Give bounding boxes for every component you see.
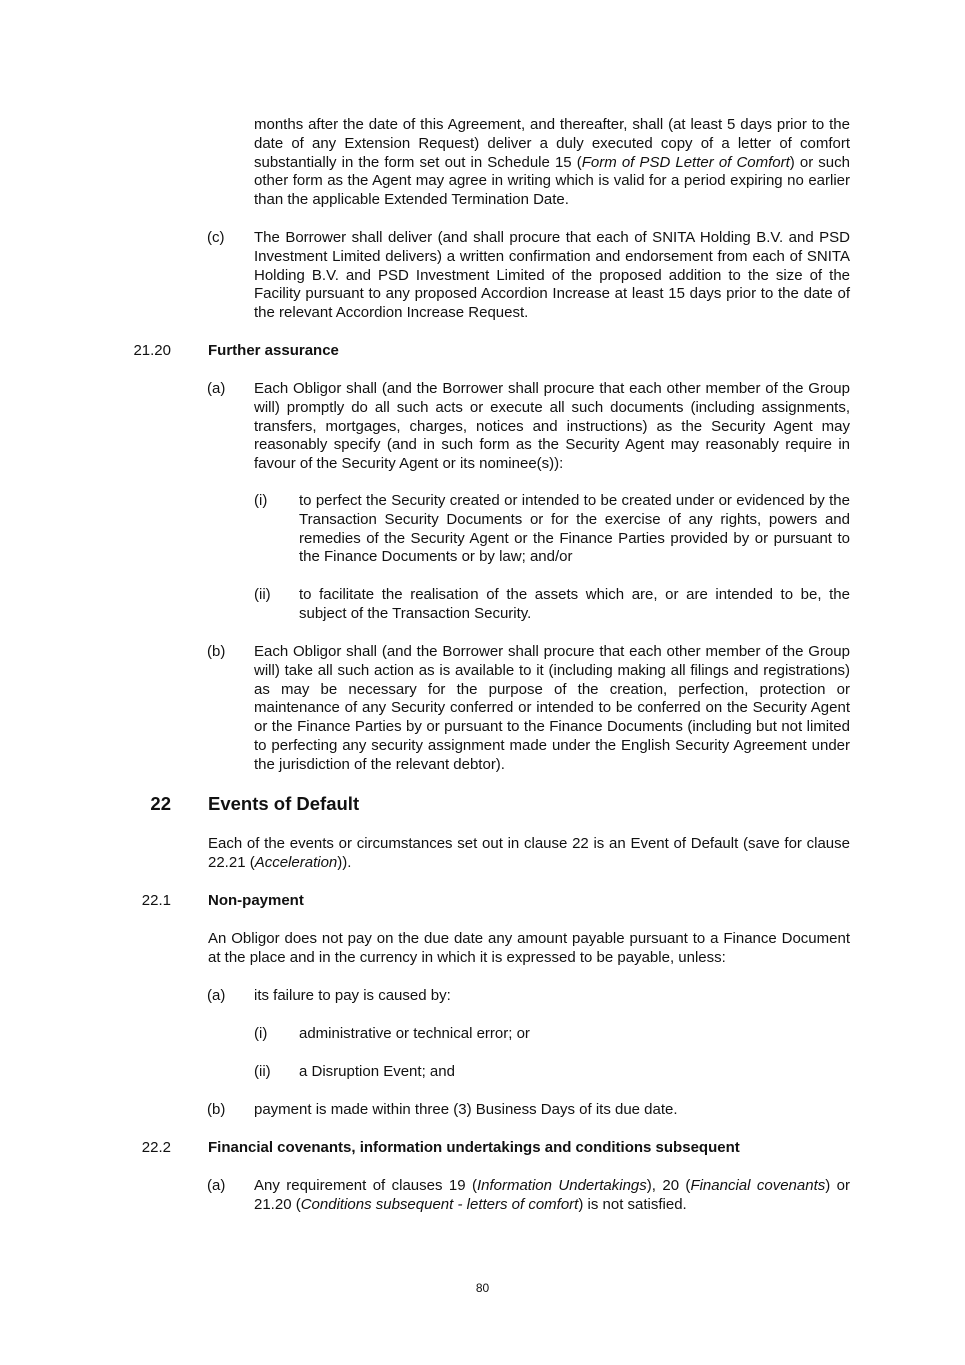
item-label: (b) — [207, 1101, 226, 1118]
item-label: (b) — [207, 643, 226, 660]
text-run: Any requirement of clauses 19 ( — [254, 1177, 477, 1194]
italic-reference: Acceleration — [254, 853, 338, 871]
covenants-a — [254, 1177, 850, 1215]
continuation-paragraph — [254, 116, 850, 210]
page-number: 80 — [475, 1281, 490, 1295]
text-run: Each of the events or circumstances set out in clause 22 is an Event of Default (save for clause 22.21 ( — [208, 835, 850, 871]
italic-reference: Form of PSD Letter of Comfort — [581, 153, 790, 171]
non-payment-a: its failure to pay is caused by: — [254, 987, 451, 1004]
section-intro — [208, 835, 850, 873]
item-label: (c) — [207, 229, 225, 246]
italic-reference: Financial covenants — [690, 1177, 826, 1194]
italic-reference: Conditions subsequent - letters of comfort — [300, 1195, 579, 1213]
clause-heading: Non-payment — [208, 892, 304, 909]
text-run: ) or such other form as the Agent may agree in writing which is valid for a period expiring no earlier than the applicable Extended Termination Date. — [254, 153, 850, 209]
text-run: ) is not satisfied. — [578, 1195, 687, 1213]
clause-number: 22.1 — [141, 892, 171, 909]
further-assurance-a-ii: to facilitate the realisation of the assets which are, or are intended to be, the subject of the Transaction Security. — [299, 586, 850, 622]
non-payment-i: administrative or technical error; or — [299, 1025, 530, 1042]
non-payment-ii: a Disruption Event; and — [299, 1063, 455, 1080]
section-title: Events of Default — [208, 793, 360, 814]
item-label: (a) — [207, 987, 226, 1004]
item-label: (a) — [207, 1177, 226, 1194]
clause-heading: Further assurance — [208, 342, 339, 359]
section-number: 22 — [150, 793, 171, 814]
item-label: (a) — [207, 380, 226, 397]
text-run: months after the date of this Agreement, and thereafter, shall (at least 5 days prior to the date of any Extension Request) deliver a duly executed copy of a letter of comfort substantially in the form set out in Schedule 15 ( — [254, 116, 850, 171]
text-run: ), 20 ( — [646, 1177, 691, 1194]
clause-number: 21.20 — [133, 342, 171, 359]
subitem-label: (ii) — [254, 586, 271, 603]
subitem-label: (ii) — [254, 1063, 271, 1080]
non-payment-b: payment is made within three (3) Business Days of its due date. — [254, 1101, 678, 1118]
subitem-label: (i) — [254, 492, 268, 509]
text-run: ) or 21.20 ( — [254, 1177, 850, 1213]
further-assurance-b: Each Obligor shall (and the Borrower shall procure that each other member of the Group will) take all such action as is available to it (including making all filings and registrations) as may be necessary for the purpose of the creation, perfection, protection or maintenance of any Security conferred or intended to be conferred on the Security Agent or the Finance Parties by or pursuant to the Finance Documents (including but not limited to perfecting any security assignment made under the English Security Agreement under the jurisdiction of the relevant debtor). — [254, 643, 850, 773]
subitem-label: (i) — [254, 1025, 268, 1042]
further-assurance-a-i: to perfect the Security created or intended to be created under or evidenced by the Transaction Security Documents or for the exercise of any rights, powers and remedies of the Security Agent or the Finance Parties provided by or pursuant to the Finance Documents or by law; and/or — [299, 492, 850, 566]
further-assurance-a: Each Obligor shall (and the Borrower shall procure that each other member of the Group will) promptly do all such acts or execute all such documents (including assignments, transfers, mortgages, charges, notices and instructions) as the Security Agent may reasonably specify (and in such form as the Security Agent may reasonably require in favour of the Security Agent or its nominee(s)): — [254, 380, 850, 473]
italic-reference: Information Undertakings — [476, 1177, 647, 1194]
text-run: )). — [337, 853, 352, 871]
non-payment-intro: An Obligor does not pay on the due date any amount payable pursuant to a Finance Document at the place and in the currency in which it is expressed to be payable, unless: — [208, 930, 850, 966]
clause-number: 22.2 — [141, 1139, 171, 1156]
item-c-paragraph: The Borrower shall deliver (and shall procure that each of SNITA Holding B.V. and PSD Investment Limited delivers) a written confirmation and endorsement from each of SNITA Holding B.V. and PSD Investment Limited of the proposed addition to the size of the Facility pursuant to any proposed Accordion Increase at least 15 days prior to the date of the relevant Accordion Increase Request. — [254, 229, 850, 322]
clause-heading: Financial covenants, information undertakings and conditions subsequent — [208, 1139, 740, 1156]
